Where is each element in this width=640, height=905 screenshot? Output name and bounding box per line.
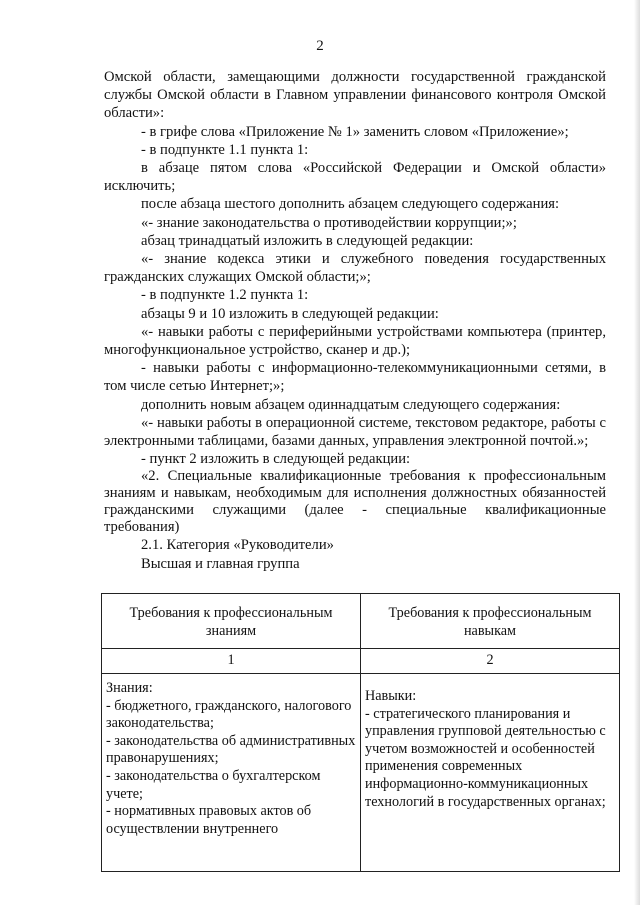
table-row — [102, 674, 620, 872]
knowledge-item: Знания: — [106, 680, 153, 696]
paragraph: «- навыки работы с периферийными устройствами компьютера (принтер, многофункциональное устройство, сканер и др.); — [104, 323, 606, 359]
column-number-row — [102, 649, 620, 674]
paragraph: Омской области, замещающими должности государственной гражданской службы Омской области в Главном управлении финансового контроля Омской области»: — [104, 69, 606, 122]
knowledge-item: - бюджетного, гражданского, налогового законодательства; — [106, 697, 352, 732]
column-number: 2 — [361, 649, 620, 674]
skills-item: Навыки: — [365, 688, 417, 704]
knowledge-item: - нормативных правовых актов об осуществлении внутреннего — [106, 803, 312, 837]
paragraph: - навыки работы с информационно-телекоммуникационными сетями, в том числе сетью Интернет;»; — [104, 360, 606, 395]
table-header-row — [102, 594, 620, 649]
paragraph: абзац тринадцатый изложить в следующей редакции: — [141, 232, 474, 249]
paragraph: - пункт 2 изложить в следующей редакции: — [141, 451, 411, 468]
paragraph: - в подпункте 1.2 пункта 1: — [141, 287, 309, 304]
knowledge-cell — [102, 674, 361, 872]
paragraph: после абзаца шестого дополнить абзацем следующего содержания: — [141, 196, 560, 213]
knowledge-item: - законодательства о бухгалтерском учете; — [106, 767, 321, 802]
paragraph: - в подпункте 1.1 пункта 1: — [141, 141, 309, 158]
requirements-table — [101, 593, 620, 872]
document-body — [104, 68, 606, 573]
section-heading: 2.1. Категория «Руководители» — [141, 537, 334, 554]
paragraph: «2. Специальные квалификационные требования к профессиональным знаниям и навыкам, необходимым для исполнения должностных обязанностей гражданскими служащими (далее - специальные квалификационные требования) — [104, 468, 606, 536]
paragraph: в абзаце пятом слова «Российской Федерации и Омской области» исключить; — [104, 160, 606, 195]
group-heading: Высшая и главная группа — [141, 555, 300, 572]
page-edge-shadow — [634, 0, 640, 905]
paragraph: дополнить новым абзацем одиннадцатым следующего содержания: — [141, 396, 561, 413]
paragraph: абзацы 9 и 10 изложить в следующей редакции: — [141, 305, 439, 322]
skills-item: - стратегического планирования и управления групповой деятельностью с учетом возможностей и особенностей применения современных информационно-коммуникационных технологий в государственных органах; — [365, 705, 606, 810]
paragraph: «- знание законодательства о противодействии коррупции;»; — [141, 214, 517, 231]
header-skills: Требования к профессиональным навыкам — [361, 594, 620, 649]
knowledge-item: - законодательства об административных правонарушениях; — [106, 732, 356, 767]
paragraph: «- знание кодекса этики и служебного поведения государственных гражданских служащих Омской области;»; — [104, 251, 606, 286]
page-number: 2 — [316, 38, 324, 54]
paragraph: «- навыки работы в операционной системе, текстовом редакторе, работы с электронными таблицами, базами данных, управления электронной почтой.»; — [104, 414, 606, 450]
skills-cell — [361, 674, 620, 872]
column-number: 1 — [102, 649, 361, 674]
paragraph: - в грифе слова «Приложение № 1» заменить словом «Приложение»; — [141, 123, 569, 140]
header-knowledge: Требования к профессиональным знаниям — [102, 594, 361, 649]
